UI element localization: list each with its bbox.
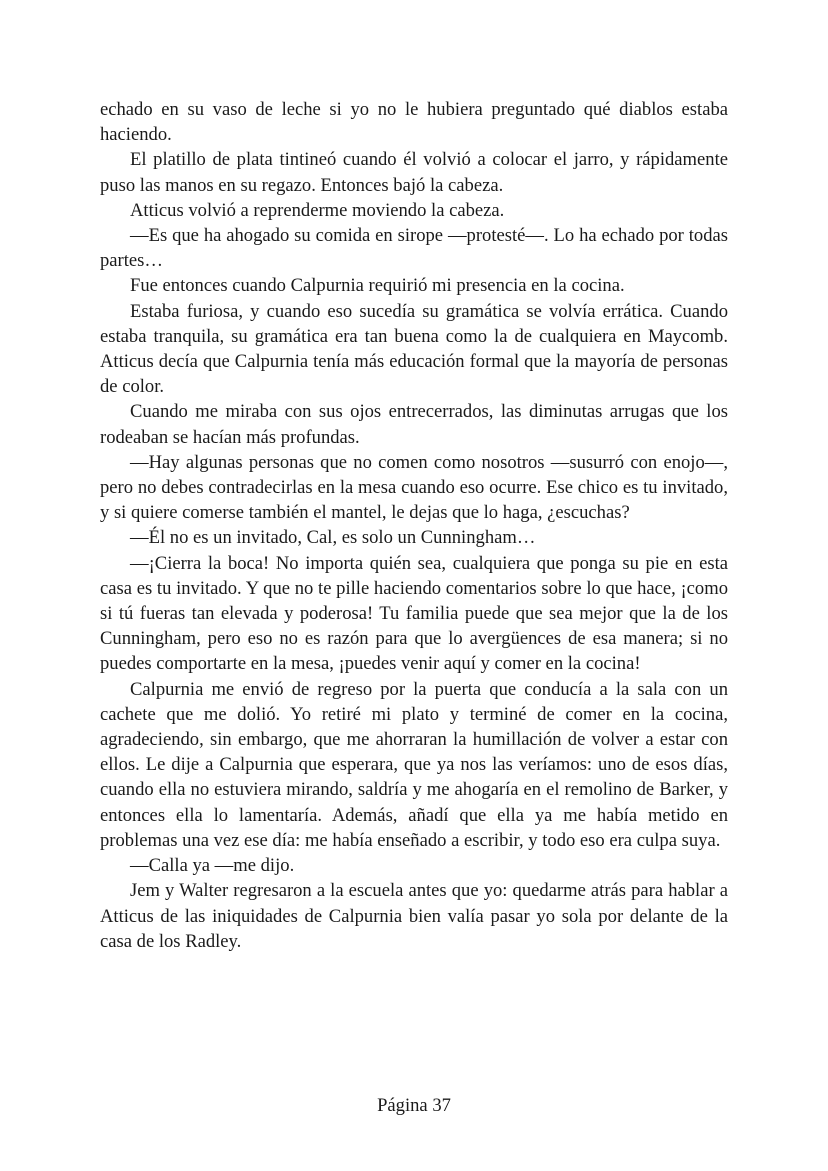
paragraph-9: —Él no es un invitado, Cal, es solo un Cunningham… — [130, 527, 536, 549]
paragraph-10: —¡Cierra la boca! No importa quién sea, cualquiera que ponga su pie en esta casa es tu invitado. Y que no te pille haciendo comentarios sobre lo que hace, ¡como si tú fueras tan elevada y poderosa! Tu familia puede que sea mejor que la de los Cunningham, pero eso no es razón para que lo avergüences de esa manera; si no puedes comportarte en la mesa, ¡puedes venir aquí y comer en la cocina! — [100, 552, 728, 675]
paragraph-7: Cuando me miraba con sus ojos entrecerrados, las diminutas arrugas que los rodeaban se hacían más profundas. — [100, 401, 728, 448]
paragraph-1: echado en su vaso de leche si yo no le hubiera preguntado qué diablos estaba haciendo. — [100, 99, 728, 146]
page-number: Página 37 — [377, 1095, 451, 1116]
paragraph-12: —Calla ya —me dijo. — [130, 855, 295, 877]
paragraph-13: Jem y Walter regresaron a la escuela antes que yo: quedarme atrás para hablar a Atticus de las iniquidades de Calpurnia bien valía pasar yo sola por delante de la casa de los Radley. — [100, 880, 728, 952]
paragraph-2: El platillo de plata tintineó cuando él volvió a colocar el jarro, y rápidamente puso las manos en su regazo. Entonces bajó la cabeza. — [100, 149, 728, 196]
paragraph-3: Atticus volvió a reprenderme moviendo la cabeza. — [130, 199, 505, 221]
paragraph-5: Fue entonces cuando Calpurnia requirió mi presencia en la cocina. — [130, 275, 625, 297]
page-body — [100, 97, 728, 954]
paragraph-4: —Es que ha ahogado su comida en sirope —protesté—. Lo ha echado por todas partes… — [100, 225, 728, 272]
paragraph-11: Calpurnia me envió de regreso por la puerta que conducía a la sala con un cachete que me dolió. Yo retiré mi plato y terminé de comer en la cocina, agradeciendo, sin embargo, que me ahorraran la humillación de volver a estar con ellos. Le dije a Calpurnia que esperara, que ya nos las veríamos: uno de esos días, cuando ella no estuviera mirando, saldría y me ahogaría en el remolino de Barker, y entonces ella lo lamentaría. Además, añadí que ella ya me había metido en problemas una vez ese día: me había enseñado a escribir, y todo eso era culpa suya. — [100, 678, 728, 851]
paragraph-6: Estaba furiosa, y cuando eso sucedía su gramática se volvía errática. Cuando estaba tranquila, su gramática era tan buena como la de cualquiera en Maycomb. Atticus decía que Calpurnia tenía más educación formal que la mayoría de personas de color. — [100, 300, 728, 398]
paragraph-8: —Hay algunas personas que no comen como nosotros —susurró con enojo—, pero no debes contradecirlas en la mesa cuando eso ocurre. Ese chico es tu invitado, y si quiere comerse también el mantel, le dejas que lo haga, ¿escuchas? — [100, 451, 728, 524]
